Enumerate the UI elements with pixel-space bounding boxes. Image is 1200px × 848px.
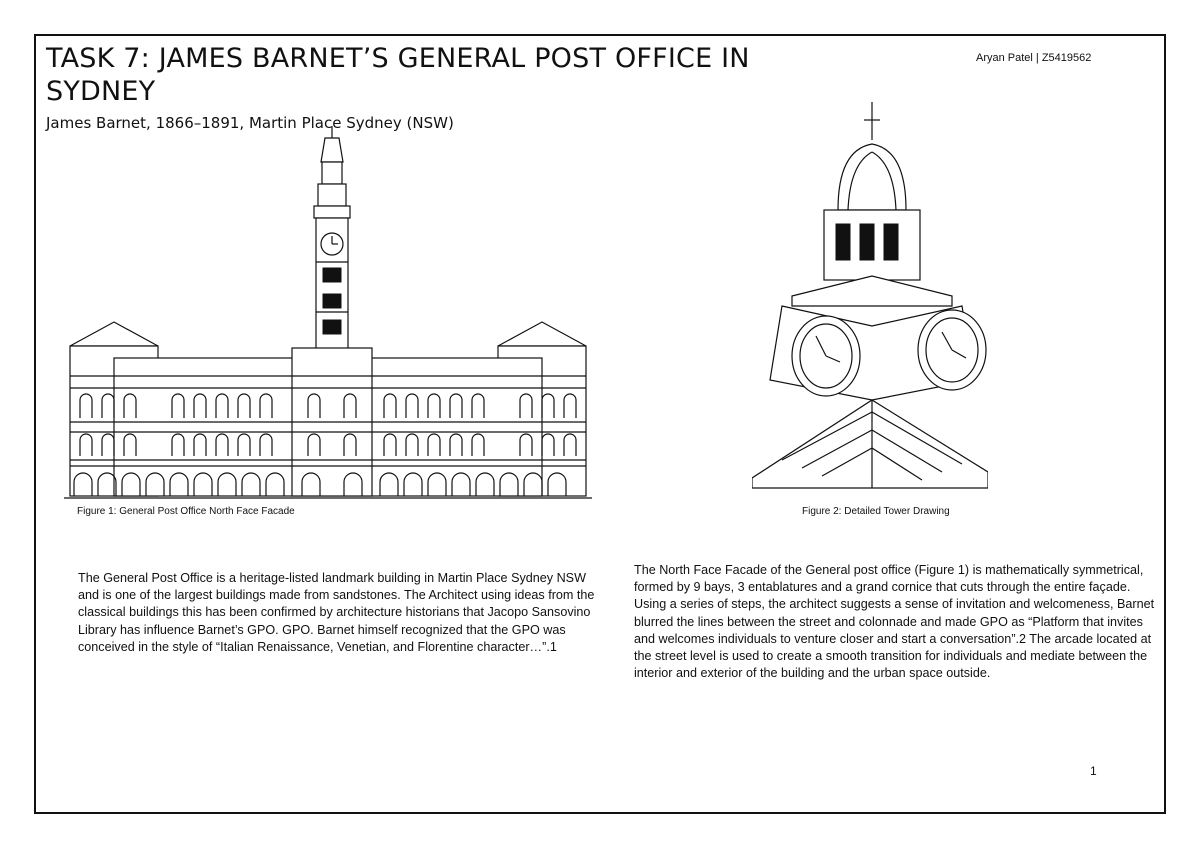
gpo-facade-drawing <box>64 126 592 502</box>
body-paragraph-1: The General Post Office is a heritage-listed landmark building in Martin Place Sydney NSW and is one of the largest buildings made from sandstones. The Architect using ideas from the classical buildings this has been confirmed by architecture historians that Jacopo Sansovino Library has influence Barnet’s GPO. GPO. Barnet himself recognized that the GPO was conceived in the style of “Italian Renaissance, Venetian, and Florentine character…”.1 <box>78 571 595 654</box>
page-subtitle: James Barnet, 1866–1891, Martin Place Sydney (NSW) <box>46 114 454 132</box>
page-title: TASK 7: JAMES BARNET’S GENERAL POST OFFICE IN SYDNEY <box>46 43 750 107</box>
figure-2-caption: Figure 2: Detailed Tower Drawing <box>802 506 950 517</box>
body-paragraph-2: The North Face Facade of the General post office (Figure 1) is mathematically symmetrical, formed by 9 bays, 3 entablatures and a grand cornice that cuts through the entire façade. Using a series of steps, the architect suggests a sense of invitation and welcomeness, Barnet blurred the lines between the street and colonnade and made GPO as “Platform that invites and welcomes individuals to venture closer and start a conversation”.2 The arcade located at the street level is used to create a smooth transition for individuals and mediate between the interior and exterior of the building and the urban space outside. <box>634 563 1155 681</box>
clock-tower-drawing <box>752 100 988 490</box>
figure-1-caption: Figure 1: General Post Office North Face Facade <box>77 506 295 517</box>
page-number: 1 <box>1090 764 1097 778</box>
author-label: Aryan Patel | Z5419562 <box>976 52 1092 64</box>
